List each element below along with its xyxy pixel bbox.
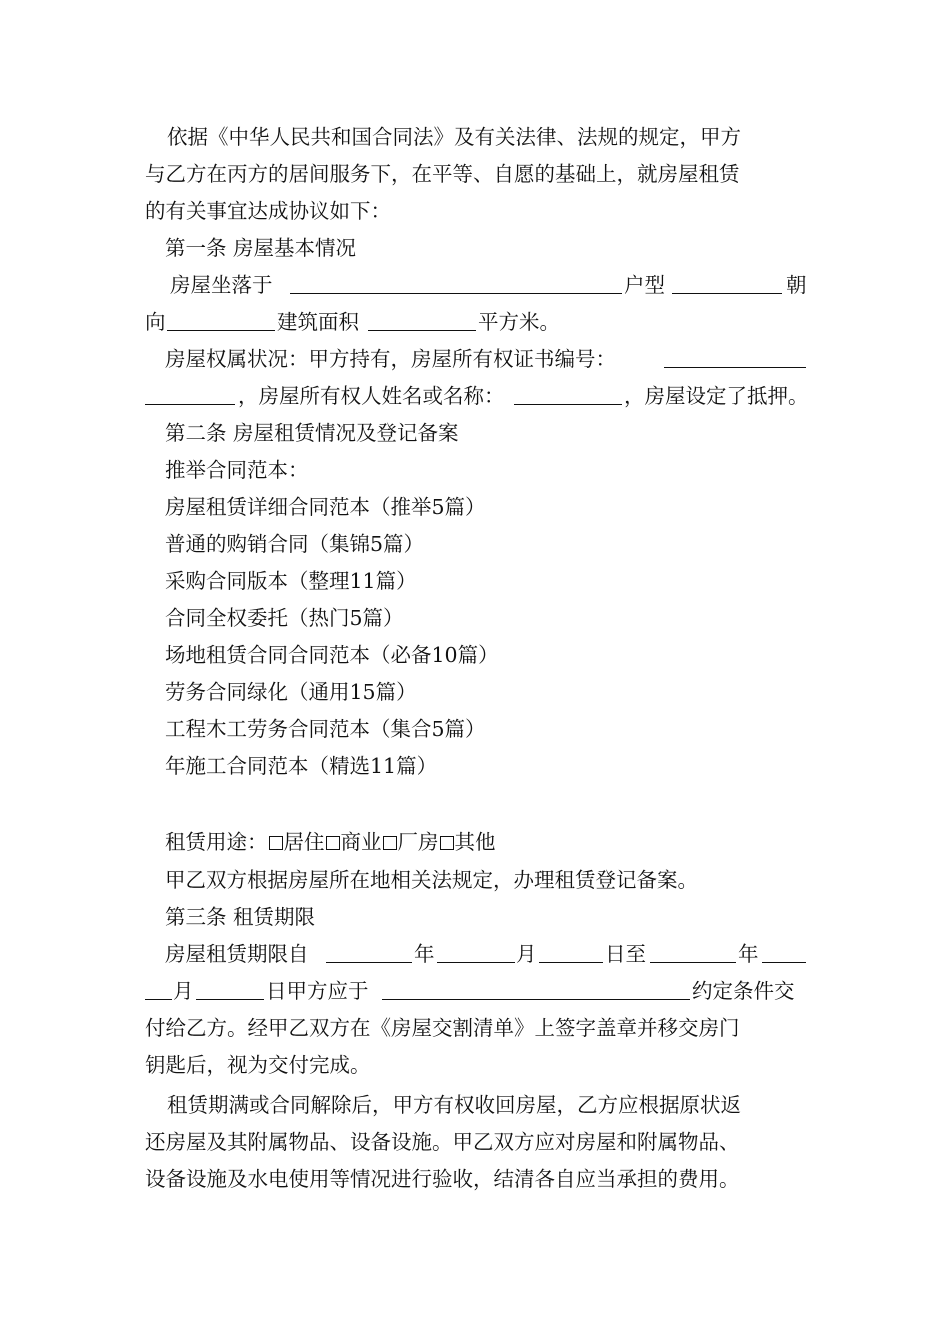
start-year-blank bbox=[326, 941, 412, 963]
end-month-blank-cont bbox=[145, 978, 172, 1000]
intro-line-2: 与乙方在丙方的居间服务下，在平等、自愿的基础上，就房屋租赁 bbox=[145, 162, 740, 186]
article-1-title: 第一条 房屋基本情况 bbox=[165, 236, 357, 260]
certificate-blank-cont bbox=[145, 383, 235, 405]
owner-name-blank bbox=[514, 383, 622, 405]
list-item[interactable]: 年施工合同范本（精选11篇） bbox=[165, 754, 438, 778]
term-line-4: 钥匙后，视为交付完成。 bbox=[145, 1053, 371, 1077]
expiry-line-2: 还房屋及其附属物品、设备设施。甲乙双方应对房屋和附属物品、 bbox=[145, 1130, 740, 1154]
list-item[interactable]: 劳务合同绿化（通用15篇） bbox=[165, 680, 417, 704]
area-blank bbox=[368, 309, 476, 331]
list-item[interactable]: 合同全权委托（热门5篇） bbox=[165, 606, 404, 630]
location-blank bbox=[290, 272, 622, 294]
end-month-blank bbox=[762, 941, 806, 963]
term-line-1: 房屋租赁期限自 年 月 日至 年 bbox=[0, 941, 950, 967]
start-day-blank bbox=[539, 941, 603, 963]
area-line: 向 建筑面积 平方米。 bbox=[145, 310, 560, 334]
condition-blank bbox=[382, 978, 690, 1000]
article-3-title: 第三条 租赁期限 bbox=[165, 905, 316, 929]
end-year-blank bbox=[650, 941, 736, 963]
residence-checkbox[interactable] bbox=[269, 836, 283, 850]
expiry-line-1: 租赁期满或合同解除后，甲方有权收回房屋，乙方应根据原状返 bbox=[167, 1093, 741, 1117]
registration-line: 甲乙双方根据房屋所在地相关法规定，办理租赁登记备案。 bbox=[165, 868, 698, 892]
list-item[interactable]: 房屋租赁详细合同范本（推举5篇） bbox=[165, 495, 486, 519]
intro-line-3: 的有关事宜达成协议如下： bbox=[145, 199, 391, 223]
term-line-3: 付给乙方。经甲乙双方在《房屋交割清单》上签字盖章并移交房门 bbox=[145, 1016, 740, 1040]
factory-checkbox[interactable] bbox=[383, 836, 397, 850]
ownership-line-1: 房屋权属状况：甲方持有，房屋所有权证书编号： bbox=[0, 346, 950, 372]
other-checkbox[interactable] bbox=[440, 836, 454, 850]
recommend-title: 推举合同范本： bbox=[165, 458, 309, 482]
list-item[interactable]: 普通的购销合同（集锦5篇） bbox=[165, 532, 425, 556]
start-month-blank bbox=[437, 941, 515, 963]
location-line: 房屋坐落于 户型 朝 bbox=[170, 273, 807, 297]
intro-line-1: 依据《中华人民共和国合同法》及有关法律、法规的规定，甲方 bbox=[167, 125, 741, 149]
list-item[interactable]: 工程木工劳务合同范本（集合5篇） bbox=[165, 717, 486, 741]
certificate-blank bbox=[664, 346, 806, 368]
list-item[interactable]: 采购合同版本（整理11篇） bbox=[165, 569, 417, 593]
list-item[interactable]: 场地租赁合同合同范本（必备10篇） bbox=[165, 643, 499, 667]
usage-line: 租赁用途： 居住 商业 厂房 其他 bbox=[165, 830, 496, 854]
ownership-line-2: ，房屋所有权人姓名或名称： ，房屋设定了抵押。 bbox=[0, 383, 950, 409]
term-line-2: 月 日甲方应于 约定条件交 bbox=[0, 978, 950, 1004]
orientation-blank bbox=[167, 309, 275, 331]
layout-blank bbox=[672, 272, 782, 294]
expiry-line-3: 设备设施及水电使用等情况进行验收，结清各自应当承担的费用。 bbox=[145, 1167, 740, 1191]
end-day-blank bbox=[196, 978, 264, 1000]
article-2-title: 第二条 房屋租赁情况及登记备案 bbox=[165, 421, 459, 445]
commercial-checkbox[interactable] bbox=[326, 836, 340, 850]
